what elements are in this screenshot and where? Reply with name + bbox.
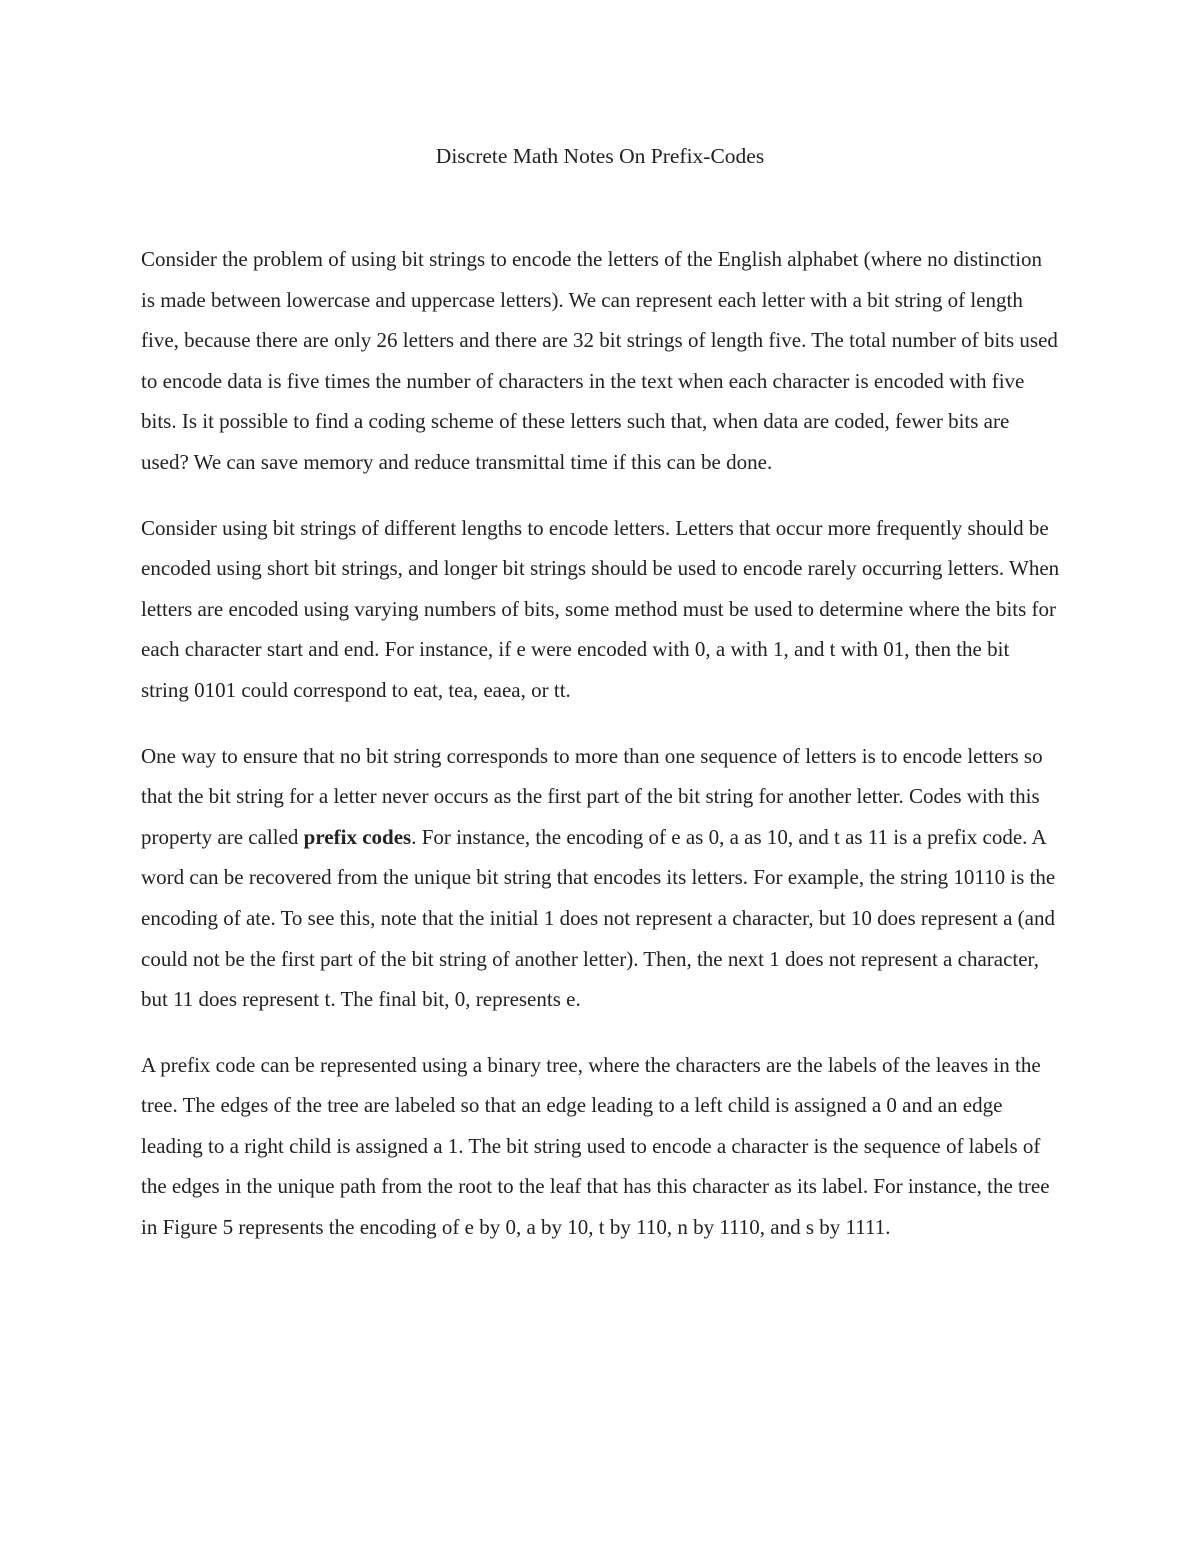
document-body [141,239,1061,1273]
prefix-para-text-after: . For instance, the encoding of e as 0, a as 10, and t as 11 is a prefix code. A word can be recovered from the unique bit string that encodes its letters. For example, the string 10110 is the encoding of ate. To see this, note that the initial 1 does not represent a character, but 10 does represent a (and could not be the first part of the bit string of another letter). Then, the next 1 does not represent a character, but 11 does represent t. The final bit, 0, represents e. [141,824,1056,1012]
document-title: Discrete Math Notes On Prefix-Codes [435,144,765,168]
paragraph-variable-length-codes: Consider using bit strings of different lengths to encode letters. Letters that occur more frequently should be encoded using short bit strings, and longer bit strings should be used to encode rarely occurring letters. When letters are encoded using varying numbers of bits, some method must be used to determine where the bits for each character start and end. For instance, if e were encoded with 0, a with 1, and t with 01, then the bit string 0101 could correspond to eat, tea, eaea, or tt. [141,515,1060,702]
prefix-codes-term: prefix codes [303,824,412,849]
paragraph-binary-tree-representation: A prefix code can be represented using a binary tree, where the characters are the labels of the leaves in the tree. The edges of the tree are labeled so that an edge leading to a left child is assigned a 0 and an edge leading to a right child is assigned a 1. The bit string used to encode a character is the sequence of labels of the edges in the unique path from the root to the leaf that has this character as its label. For instance, the tree in Figure 5 represents the encoding of e by 0, a by 10, t by 110, n by 1110, and s by 1111. [141,1052,1050,1240]
paragraph-bit-string-encoding: Consider the problem of using bit strings to encode the letters of the English alphabet (where no distinction is made between lowercase and uppercase letters). We can represent each letter with a bit string of length five, because there are only 26 letters and there are 32 bit strings of length five. The total number of bits used to encode data is five times the number of characters in the text when each character is encoded with five bits. Is it possible to find a coding scheme of these letters such that, when data are coded, fewer bits are used? We can save memory and reduce transmittal time if this can be done. [141,247,1058,474]
prefix-para-text-before: One way to ensure that no bit string corresponds to more than one sequence of letters is to encode letters so that the bit string for a letter never occurs as the first part of the bit string for another letter. Codes with this property are called [141,743,1043,849]
paragraph-prefix-codes-definition [141,736,1061,1020]
